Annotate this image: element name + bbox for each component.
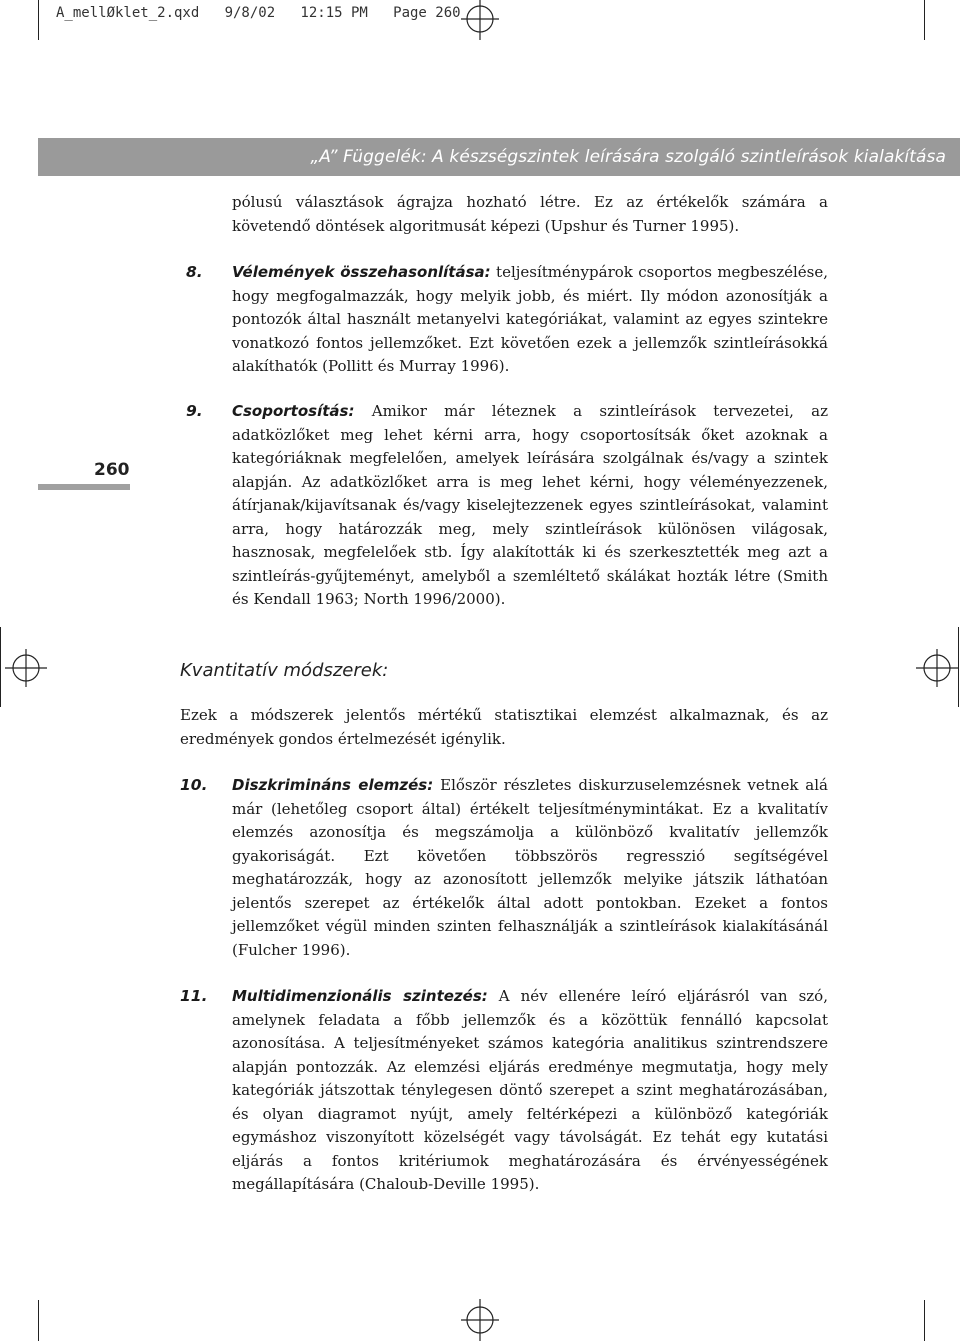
item-text: Először részletes diskurzuselemzésnek vetnek alá már (lehetőleg csoport által) értékelt teljesítménymintákat. Ez a kvalitatív elemzés azonosítja és megszámolja a különböző kvalitatív jellemzők gyakoriságát. Ezt követően többszörös regresszió segítségével meghatározzák, hogy az azonosított jellemzők melyike játszik láthatóan jelentős szerepet az értékelők által adott pontokban. Ezeket a fontos jellemzőket végül minden szinten felhasználják a szintleírások kialakításánál (Fulcher 1996). <box>232 776 828 959</box>
item-term: Multidimenzionális szintezés: <box>232 987 488 1005</box>
registration-mark-left <box>5 647 47 689</box>
item-term: Diszkrimináns elemzés: <box>232 776 434 794</box>
list-item <box>232 400 828 612</box>
trim-mark-top-right <box>924 0 925 40</box>
item-number: 10. <box>180 776 208 794</box>
item-term: Csoportosítás: <box>232 402 355 420</box>
item-term: Vélemények összehasonlítása: <box>232 263 491 281</box>
list-item <box>232 985 828 1197</box>
registration-mark-bottom <box>459 1299 501 1341</box>
slug-line: A_mellØklet_2.qxd 9/8/02 12:15 PM Page 260 <box>56 5 461 21</box>
registration-mark-top <box>459 0 501 42</box>
item-text: A név ellenére leíró eljárásról van szó, amelynek feladata a főbb jellemzők és a közöttük fennálló kapcsolat azonosítása. A teljesítményeket számos kategória analitikus szintrendszere alapján pontozzák. Az elemzési eljárás eredménye megmutatja, hogy mely kategóriák játszottak ténylegesen döntő szerepet a szint meghatározásában, és olyan diagramot nyújt, amely feltérképezi a különböző kategóriák egymáshoz viszonyított közelségét vagy távolságát. Ez tehát egy kutatási eljárás a fontos kritériumok meghatározására és érvényességének megállapítására (Chaloub-Deville 1995). <box>232 987 828 1193</box>
page-number: 260 <box>94 460 130 480</box>
section-intro: Ezek a módszerek jelentős mértékű statisztikai elemzést alkalmaznak, és az eredmények gondos értelmezését igénylik. <box>180 706 828 748</box>
running-header <box>38 138 960 176</box>
item-number: 9. <box>186 402 203 420</box>
item-text: Amikor már léteznek a szintleírások tervezetei, az adatközlőket meg lehet kérni arra, hogy csoportosítsák őket azoknak a kategóriáknak megfelelően, amelyek leírására szolgálnak és/vagy a szintek alapján. Az adatközlőket arra is meg lehet kérni, hogy véleményezzenek, átírjanak/kijavítsanak és/vagy kiselejtezzenek egyes szintleírásokat, valamint arra, hogy határozzák meg, mely szintleírások különösen világosak, hasznosak, megfelelőek stb. Így alakították ki és szerkesztették meg azt a szintleírás-gyűjteményt, amelyből a szemléltető skálákat hozták létre (Smith és Kendall 1963; North 1996/2000). <box>232 402 828 608</box>
trim-mark-mid-right <box>958 627 959 707</box>
running-header-title: „A” Függelék: A készségszintek leírására szolgáló szintleírások kialakítása <box>310 147 946 167</box>
trim-mark-top-left <box>38 0 39 40</box>
item-number: 11. <box>180 987 208 1005</box>
list-item <box>232 774 828 962</box>
page-number-bar <box>38 484 130 490</box>
trim-mark-bottom-right <box>924 1300 925 1341</box>
item-number: 8. <box>186 263 203 281</box>
section-heading: Kvantitatív módszerek: <box>180 660 389 681</box>
trim-mark-mid-left <box>0 627 1 707</box>
intro-paragraph: pólusú választások ágrajza hozható létre. Ez az értékelők számára a követendő döntések algoritmusát képezi (Upshur és Turner 1995). <box>232 193 828 235</box>
list-item <box>232 261 828 379</box>
registration-mark-right <box>916 647 958 689</box>
item-text: teljesítménypárok csoportos megbeszélése, hogy megfogalmazzák, hogy melyik jobb, és miért. Ily módon azonosítják a pontozók által használt metanyelvi kategóriákat, valamint az egyes szintekre vonatkozó fontos jellemzőket. Ezt követően ezek a jellemzők szintleírásokká alakíthatók (Pollitt és Murray 1996). <box>232 263 828 375</box>
trim-mark-bottom-left <box>38 1300 39 1341</box>
